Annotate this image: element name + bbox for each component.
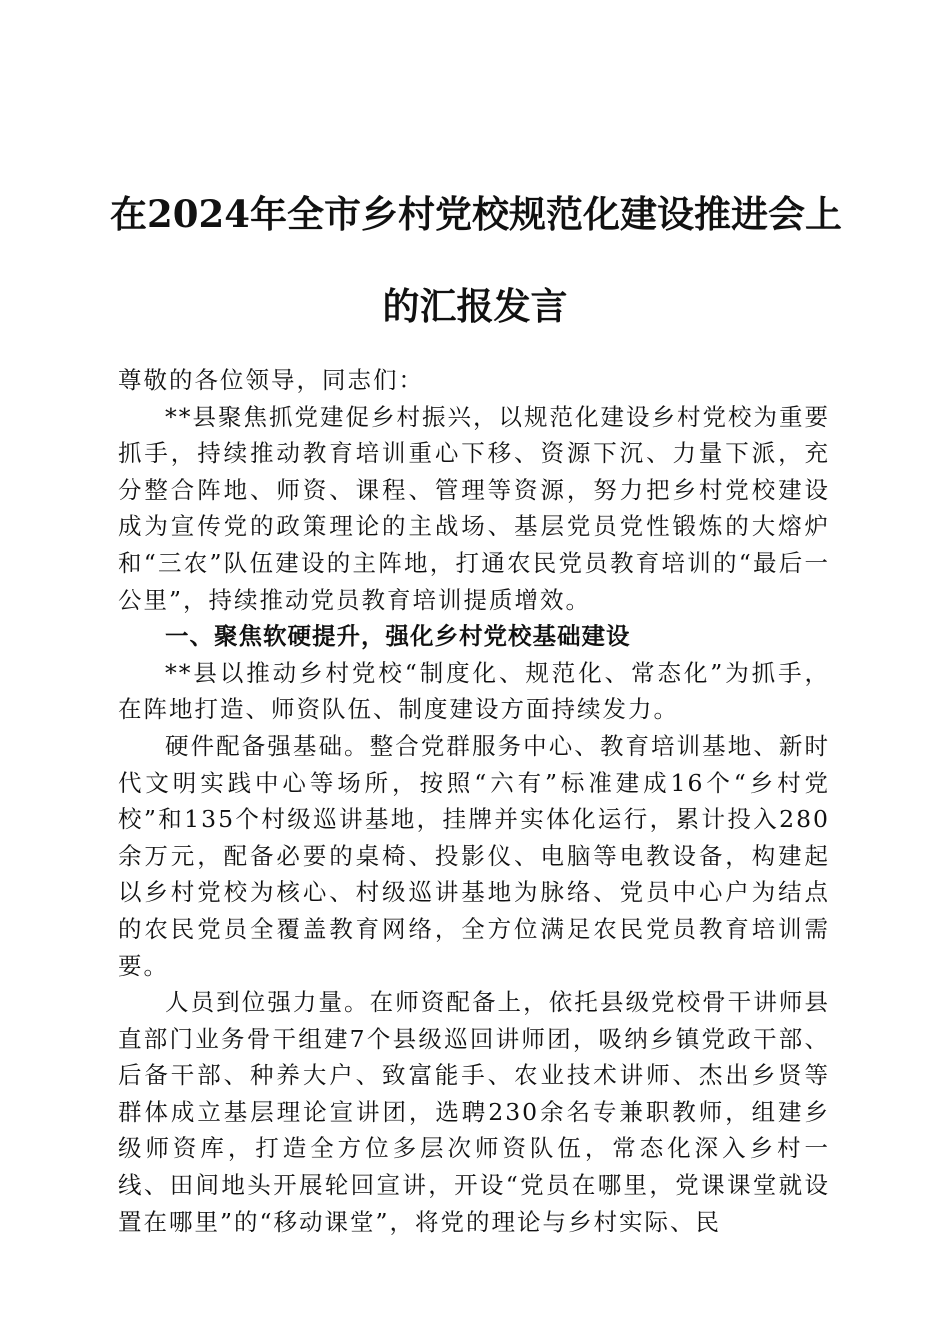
intro-paragraph: **县聚焦抓党建促乡村振兴，以规范化建设乡村党校为重要抓手，持续推动教育培训重心下移、资源下沉、力量下派，充分整合阵地、师资、课程、管理等资源，努力把乡村党校建设成为宣传党的政策理论的主战场、基层党员党性锻炼的大熔炉和“三农”队伍建设的主阵地，打通农民党员教育培训的“最后一公里”，持续推动党员教育培训提质增效。 (118, 402, 830, 614)
title-line-2: 的汇报发言 (382, 284, 568, 328)
document-body (118, 362, 830, 1240)
section-heading-1: 一、聚焦软硬提升，强化乡村党校基础建设 (165, 622, 631, 651)
salutation: 尊敬的各位领导，同志们： (118, 366, 424, 394)
section-1-intro-paragraph: **县以推动乡村党校“制度化、规范化、常态化”为抓手，在阵地打造、师资队伍、制度建设方面持续发力。 (118, 658, 830, 724)
hardware-paragraph: 硬件配备强基础。整合党群服务中心、教育培训基地、新时代文明实践中心等场所，按照“六有”标准建成16个“乡村党校”和135个村级巡讲基地，挂牌并实体化运行，累计投入280余万元，配备必要的桌椅、投影仪、电脑等电教设备，构建起以乡村党校为核心、村级巡讲基地为脉络、党员中心户为结点的农民党员全覆盖教育网络，全方位满足农民党员教育培训需要。 (118, 731, 830, 980)
personnel-paragraph: 人员到位强力量。在师资配备上，依托县级党校骨干讲师县直部门业务骨干组建7个县级巡回讲师团，吸纳乡镇党政干部、后备干部、种养大户、致富能手、农业技术讲师、杰出乡贤等群体成立基层理论宣讲团，选聘230余名专兼职教师，组建乡级师资库，打造全方位多层次师资队伍，常态化深入乡村一线、田间地头开展轮回宣讲，开设“党员在哪里，党课课堂就设置在哪里”的“移动课堂”，将党的理论与乡村实际、民 (118, 988, 830, 1236)
document-title (110, 168, 840, 352)
title-line-1: 在2024年全市乡村党校规范化建设推进会上 (110, 192, 842, 236)
